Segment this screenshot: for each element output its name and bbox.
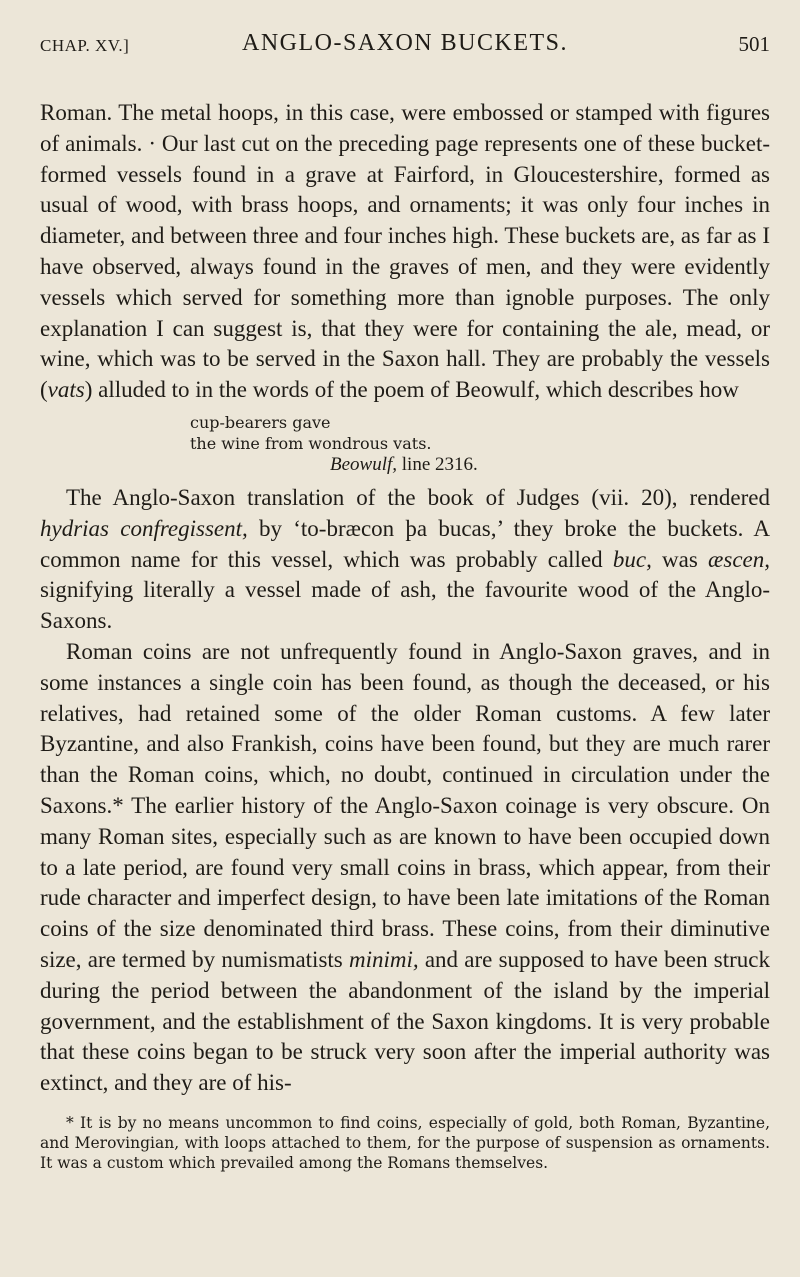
chapter-label: CHAP. XV.] xyxy=(40,36,130,55)
block-quote xyxy=(190,412,770,475)
paragraph-3: Roman coins are not unfrequently found in Anglo-Saxon graves, and in some instances a single coin has been found, as though the deceased, or his relatives, had retained some of the older Roman customs. A few later Byzantine, and also Frankish, coins have been found, but they are much rarer than the Roman coins, which, no doubt, continued in circulation under the Saxons.* The earlier history of the Anglo-Saxon coinage is very obscure. On many Roman sites, especially such as are known to have been occupied down to a late period, are found very small coins in brass, which appear, from their rude character and imperfect design, to have been late imitations of the Roman coins of the size denominated third brass. These coins, from their diminutive size, are termed by numismatists minimi, and are supposed to have been struck during the period between the abandonment of the island by the imperial government, and the establishment of the Saxon kingdoms. It is very probable that these coins began to be struck very soon after the imperial authority was extinct, and they are of his- xyxy=(40,638,771,1096)
paragraph-2: The Anglo-Saxon translation of the book of Judges (vii. 20), rendered hydrias confregissent, by ‘to-bræcon þa bucas,’ they broke the buckets. A common name for this vessel, which was probably called buc, was æscen, signifying literally a vessel made of ash, the favourite wood of the Anglo-Saxons. xyxy=(40,484,770,634)
paragraph-1: Roman. The metal hoops, in this case, were embossed or stamped with figures of animals. · Our last cut on the preceding page represents one of these bucket-formed vessels found in a grave at Fairford, in Gloucestershire, formed as usual of wood, with brass hoops, and ornaments; it was only four inches in diameter, and between three and four inches high. These buckets are, as far as I have observed, always found in the graves of men, and they were evidently vessels which served for something more than ignoble purposes. The only explanation I can suggest is, that they were for containing the ale, mead, or wine, which was to be served in the Saxon hall. They are probably the vessels (vats) alluded to in the words of the poem of Beowulf, which describes how xyxy=(40,100,770,403)
book-page xyxy=(40,30,770,1173)
body-text xyxy=(40,98,770,1099)
quote-line: cup-bearers gave xyxy=(190,412,331,432)
footnote: * It is by no means uncommon to find coins, especially of gold, both Roman, Byzantine, and Merovingian, with loops attached to them, for the purpose of suspension as ornaments. It was a custom which prevailed among the Romans themselves. xyxy=(40,1113,770,1172)
quote-line: the wine from wondrous vats. xyxy=(190,433,432,453)
running-head xyxy=(40,30,770,70)
page-title: ANGLO-SAXON BUCKETS. xyxy=(241,30,568,56)
quote-citation: Beowulf, line 2316. xyxy=(330,453,478,475)
page-number: 501 xyxy=(738,32,770,56)
